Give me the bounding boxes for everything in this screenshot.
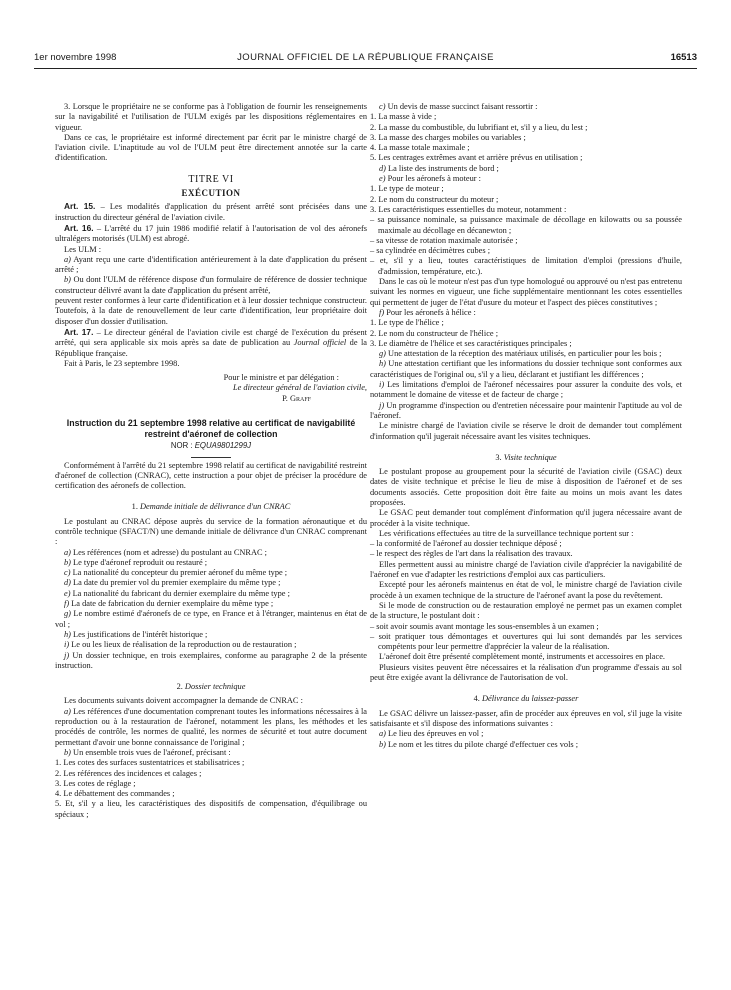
- section-heading-4: 4. Délivrance du laissez-passer: [473, 694, 579, 704]
- paragraph: Le postulant au CNRAC dépose auprès du service de la formation aéronautique et du contrôle technique (SFACT/N) une demande initiale de délivrance d'un CNRAC comprenant :: [55, 516, 367, 547]
- paragraph: peuvent rester conformes à leur carte d'identification et à leur dossier technique constructeur. Toutefois, à la date de renouvellement de leur carte d'identification, leur propriétaire doit disposer d'un dossier d'utilisation.: [55, 296, 367, 326]
- item-letter: j): [379, 400, 385, 410]
- item-letter: a): [64, 254, 71, 264]
- item-letter: f): [64, 599, 70, 609]
- section-1-list: [55, 548, 367, 672]
- item-letter: e): [64, 588, 71, 598]
- paragraph: Plusieurs visites peuvent être nécessaires et la réalisation d'un programme d'essais au sol peut être exigée avant la délivrance de l'autorisation de vol.: [370, 662, 682, 683]
- numbered-item: 2. Les références des incidences et calages ;: [55, 768, 202, 778]
- nor-label: NOR :: [170, 441, 195, 451]
- list-item: [55, 558, 367, 568]
- numbered-item: 1. Les cotes des surfaces sustentatrices et stabilisatrices ;: [55, 758, 245, 768]
- item-text: Pour les aéronefs à moteur :: [385, 174, 481, 184]
- item-text: Un programme d'inspection ou d'entretien nécessaire pour maintenir l'aptitude au vol de l'aéronef.: [370, 400, 682, 420]
- fait-a-paris: Fait à Paris, le 23 septembre 1998.: [64, 358, 180, 368]
- list-item: [370, 164, 682, 174]
- dash-item: – sa vitesse de rotation maximale autorisée ;: [370, 235, 518, 245]
- item-letter: b): [64, 557, 71, 567]
- article-label: Art. 15.: [64, 201, 96, 212]
- item-letter: c): [64, 568, 71, 578]
- paragraph: Le ministre chargé de l'aviation civile se réserve le droit de demander tout complément d'information qu'il jugerait nécessaire avant les visites techniques.: [370, 421, 682, 441]
- item-letter: j): [64, 650, 70, 660]
- item-text: Un ensemble trois vues de l'aéronef, précisant :: [70, 747, 231, 757]
- verification-dash-list: [370, 539, 682, 560]
- instruction-title: Instruction du 21 septembre 1998 relative au certificat de navigabilité restreint d'aéronef de collection: [66, 418, 356, 439]
- item-text: Une attestation certifiant que les informations du dossier technique sont conformes aux caractéristiques de l'original ou, s'il y a lieu, déclarant et justifiant les différences ;: [370, 359, 682, 379]
- item-letter: b): [379, 739, 386, 749]
- section-heading-1: 1. Demande initiale de délivrance d'un CNRAC: [131, 502, 291, 512]
- item-text: Les limitations d'emploi de l'aéronef nécessaires pour assurer la conduite des vols, et notamment le domaine de vitesse et de facteur de charge ;: [370, 380, 682, 400]
- numbered-item: 4. Le débattement des commandes ;: [55, 789, 175, 799]
- dash-item: – sa puissance nominale, sa puissance maximale de décollage en kilowatts ou sa poussée maximale au décollage en décanewton ;: [370, 215, 682, 235]
- item-letter: i): [379, 380, 385, 390]
- signature-line: Le directeur général de l'aviation civile,: [232, 383, 367, 393]
- item-text: Ayant reçu une carte d'identification antérieurement à la date d'application du présent arrêté ;: [55, 254, 367, 275]
- item-letter: c): [379, 102, 386, 111]
- paragraph: Conformément à l'arrêté du 21 septembre 1998 relatif au certificat de navigabilité restreint d'aéronef de collection (CNRAC), cette instruction a pour objet de préciser la procédure de certification des aéronefs de collection.: [55, 460, 367, 491]
- dash-item: – sa cylindrée en décimètres cubes ;: [370, 246, 491, 256]
- list-item: [370, 729, 682, 739]
- separator: [191, 457, 231, 458]
- helice-list: [370, 318, 682, 349]
- masse-list: [370, 112, 682, 163]
- list-item: [55, 589, 367, 599]
- item-text: La date du premier vol du premier exemplaire du même type ;: [70, 578, 281, 588]
- item-letter: d): [64, 578, 71, 588]
- paragraph: Si le mode de construction ou de restauration employé ne permet pas un examen complet de la structure, le postulant doit :: [370, 600, 682, 621]
- moteur-list: [370, 184, 682, 215]
- list-item: [55, 599, 367, 609]
- list-item: [55, 609, 367, 630]
- left-column: [55, 102, 367, 820]
- article-text: – L'arrêté du 17 juin 1986 modifié relatif à l'autorisation de vol des aéronefs ultralégers motorisés (ULM) est abrogé.: [55, 223, 367, 244]
- nor-code: EQUA9801299J: [194, 441, 252, 451]
- section-heading-2: 2. Dossier technique: [176, 682, 246, 692]
- list-item: [370, 174, 682, 184]
- numbered-item: 5. Et, s'il y a lieu, les caractéristiques des dispositifs de compensation, d'équilibrage ou spéciaux ;: [55, 799, 367, 819]
- paragraph: Les documents suivants doivent accompagner la demande de CNRAC :: [64, 696, 303, 706]
- section-2b-list: [55, 758, 367, 820]
- numbered-item: 3. Les cotes de réglage ;: [55, 778, 136, 788]
- item-letter: d): [379, 163, 386, 173]
- numbered-item: 2. Le nom du constructeur du moteur ;: [370, 194, 499, 204]
- item-text: Un dossier technique, en trois exemplaires, conforme au paragraphe 2 de la présente instruction.: [55, 650, 367, 670]
- header-rule: [34, 68, 697, 69]
- paragraph: Dans le cas où le moteur n'est pas d'un type homologué ou approuvé ou n'est pas entretenu suivant les normes en vigueur, une fiche supplémentaire mentionnant les cotes essentielles qui permettent de juger de l'état d'usure du moteur et l'aspect des pièces constitutives ;: [370, 277, 682, 307]
- paragraph: Elles permettent aussi au ministre chargé de l'aviation civile d'apprécier la navigabilité de l'aéronef en vue d'adapter les restrictions d'emploi aux cas particuliers.: [370, 559, 682, 580]
- signature-line: Pour le ministre et par délégation :: [223, 373, 339, 383]
- item-text: La nationalité du fabricant du dernier exemplaire du même type ;: [70, 588, 290, 598]
- nor-reference: [55, 441, 367, 451]
- item-text: Le nom et les titres du pilote chargé d'effectuer ces vols ;: [385, 739, 579, 749]
- section-heading-3: 3. Visite technique: [495, 452, 557, 462]
- numbered-item: 1. La masse à vide ;: [370, 112, 437, 122]
- titre-heading: TITRE VI: [188, 173, 234, 185]
- paragraph: Excepté pour les aéronefs maintenus en état de vol, le ministre chargé de l'aviation civile procède à un examen technique de la structure de l'aéronef avant la pose du revêtement.: [370, 580, 682, 600]
- moteur-dash-list: [370, 215, 682, 277]
- numbered-item: 4. La masse totale maximale ;: [370, 143, 470, 153]
- item-text: Les justifications de l'intérêt historique ;: [70, 629, 208, 639]
- paragraph: Le GSAC délivre un laissez-passer, afin de procéder aux épreuves en vol, s'il juge la visite satisfaisante et s'il dispose des informations suivantes :: [370, 708, 682, 728]
- paragraph: Dans ce cas, le propriétaire est informé directement par écrit par le ministre chargé de l'aviation civile. L'inaptitude au vol de l'ULM peut être directement annotée sur la carte d'identification.: [55, 132, 367, 163]
- dash-item: – la conformité de l'aéronef au dossier technique déposé ;: [370, 539, 562, 549]
- list-item: [370, 380, 682, 401]
- right-column: [370, 102, 682, 750]
- list-item: [55, 578, 367, 588]
- list-item: [55, 275, 367, 296]
- postulant-dash-list: [370, 622, 682, 653]
- dash-item: – soit pratiquer tous démontages et ouvertures qui lui sont demandés par les services compétents pour leur permettre d'apprécier la valeur de la réalisation.: [370, 631, 682, 652]
- execution-heading: EXÉCUTION: [181, 188, 241, 199]
- item-text: Le nombre estimé d'aéronefs de ce type, en France et à l'étranger, maintenus en état de vol ;: [55, 609, 367, 629]
- item-letter: b): [64, 747, 71, 757]
- list-item: [55, 707, 367, 748]
- item-letter: b): [64, 275, 71, 285]
- paragraph: Le GSAC peut demander tout complément d'information qu'il jugera nécessaire avant de procéder à la visite technique.: [370, 508, 682, 528]
- article-label: Art. 17.: [64, 326, 94, 337]
- list-item: [55, 748, 367, 758]
- item-text: Un devis de masse succinct faisant ressortir :: [385, 102, 538, 111]
- list-item: [370, 401, 682, 422]
- article-text: de la République française.: [55, 338, 368, 358]
- numbered-item: 2. La masse du combustible, du lubrifiant et, s'il y a lieu, du lest ;: [370, 122, 588, 132]
- dash-item: – et, s'il y a lieu, toutes caractéristiques de limitation d'emploi (pressions d'huile, d'admission, température, etc.).: [370, 256, 682, 276]
- numbered-item: 3. Les caractéristiques essentielles du moteur, notamment :: [370, 204, 567, 214]
- paragraph: Les vérifications effectuées au titre de la surveillance technique portent sur :: [379, 528, 634, 538]
- paragraph: 3. Lorsque le propriétaire ne se conforme pas à l'obligation de fournir les renseignements sur la navigabilité et l'utilisation de l'ULM exigés par les dispositions réglementaires en vigueur.: [55, 102, 367, 132]
- list-item: [55, 568, 367, 578]
- article-text: – Le directeur général de l'aviation civile est chargé de l'exécution du présent arrêté, qui sera applicable six mois après sa date de publication au: [55, 327, 367, 348]
- item-text: Pour les aéronefs à hélice :: [384, 307, 476, 317]
- journal-officiel: Journal officiel: [293, 338, 347, 348]
- article-15: [55, 201, 367, 223]
- item-text: Le lieu des épreuves en vol ;: [385, 729, 484, 739]
- item-text: Les références d'une documentation comprenant toutes les informations nécessaires à la reproduction ou à la restauration de l'aéronef, notamment les plans, les méthodes et les procédés de contrôle, les normes de qualité, les normes de sécurité et tout autre document permettant d'avoir une bonne connaissance de l'original ;: [55, 706, 367, 747]
- numbered-item: 5. Les centrages extrêmes avant et arrière prévus en utilisation ;: [370, 153, 583, 163]
- item-text: Le type d'aéronef reproduit ou restauré ;: [70, 557, 208, 567]
- list-item: [370, 102, 682, 112]
- item-letter: a): [379, 729, 386, 739]
- article-text: – Les modalités d'application du présent arrêté sont précisées dans une instruction du directeur général de l'aviation civile.: [55, 202, 367, 222]
- item-letter: i): [64, 640, 70, 650]
- list-item: [55, 651, 367, 672]
- item-letter: g): [64, 609, 71, 619]
- item-letter: h): [64, 629, 71, 639]
- list-item: [55, 630, 367, 640]
- list-item: [370, 740, 682, 750]
- item-text: La date de fabrication du dernier exemplaire du même type ;: [69, 599, 274, 609]
- item-text: Les références (nom et adresse) du postulant au CNRAC ;: [70, 547, 267, 557]
- page-header: [34, 52, 697, 68]
- list-item: [55, 255, 367, 276]
- list-item: [55, 640, 367, 650]
- header-page-number: 16513: [670, 52, 697, 63]
- numbered-item: 1. Le type de l'hélice ;: [370, 318, 444, 328]
- list-item: [370, 349, 682, 359]
- item-letter: e): [379, 174, 386, 184]
- list-item: [370, 308, 682, 318]
- item-text: Une attestation de la réception des matériaux utilisés, en particulier pour les bois ;: [385, 349, 662, 359]
- dash-item: – le respect des règles de l'art dans la réalisation des travaux.: [370, 549, 573, 559]
- numbered-item: 1. Le type de moteur ;: [370, 184, 444, 194]
- item-letter: a): [64, 547, 71, 557]
- header-date: 1er novembre 1998: [34, 52, 117, 63]
- item-letter: a): [64, 706, 71, 716]
- article-17: [55, 327, 367, 359]
- item-text: Ou dont l'ULM de référence dispose d'un formulaire de référence de dossier technique constructeur délivré avant la date d'application du présent arrêté,: [55, 275, 367, 295]
- paragraph: Le postulant propose au groupement pour la sécurité de l'aviation civile (GSAC) deux dates de visite technique et précise le lieu de mise à disposition de l'aéronef et de ses documents associés. Cette proposition doit être faite au moins un mois avant les dates proposées.: [370, 467, 682, 507]
- list-item: [55, 548, 367, 558]
- numbered-item: 3. La masse des charges mobiles ou variables ;: [370, 132, 526, 142]
- item-letter: g): [379, 349, 386, 359]
- list-item: [370, 359, 682, 380]
- item-letter: h): [379, 359, 386, 369]
- numbered-item: 3. Le diamètre de l'hélice et ses caractéristiques principales ;: [370, 338, 572, 348]
- header-journal-title: JOURNAL OFFICIEL DE LA RÉPUBLIQUE FRANÇAISE: [237, 52, 494, 63]
- numbered-item: 2. Le nom du constructeur de l'hélice ;: [370, 328, 499, 338]
- article-16: [55, 223, 367, 245]
- item-text: La nationalité du concepteur du premier aéronef du même type ;: [70, 568, 288, 578]
- signature-name: P. Graff: [282, 393, 311, 403]
- paragraph: L'aéronef doit être présenté complètement monté, instruments et accessoires en place.: [379, 652, 666, 662]
- item-text: La liste des instruments de bord ;: [385, 163, 499, 173]
- paragraph: Les ULM :: [64, 244, 102, 254]
- dash-item: – soit avoir soumis avant montage les sous-ensembles à un examen ;: [370, 621, 599, 631]
- item-text: Le ou les lieux de réalisation de la reproduction ou de restauration ;: [69, 640, 297, 650]
- item-letter: f): [379, 307, 385, 317]
- article-label: Art. 16.: [64, 222, 94, 233]
